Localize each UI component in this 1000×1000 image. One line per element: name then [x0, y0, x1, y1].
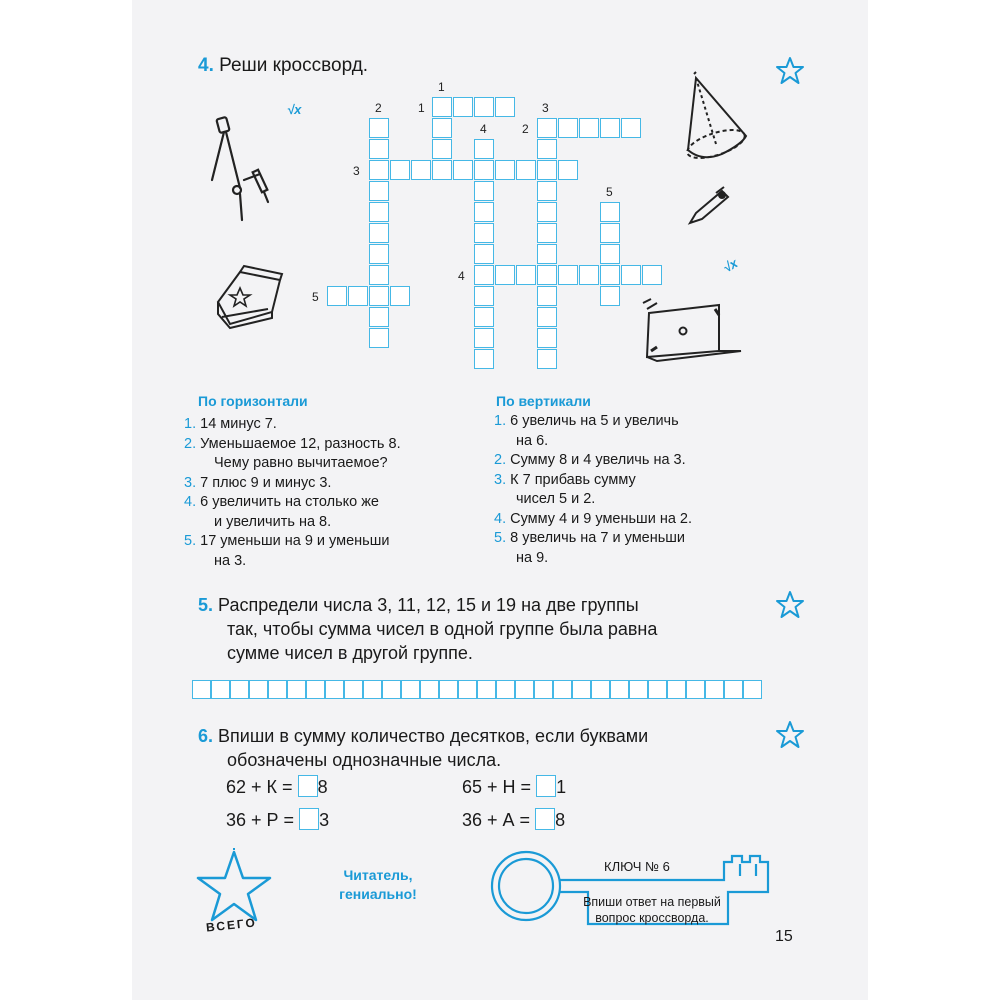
crossword-cell[interactable] [474, 328, 494, 348]
crossword-cell[interactable] [369, 328, 389, 348]
crossword-cell[interactable] [600, 244, 620, 264]
across-clue-3: 3. 7 плюс 9 и минус 3. [184, 474, 332, 491]
key-hint: Впиши ответ на первый вопрос кроссворда. [583, 895, 721, 925]
crossword-cell[interactable] [348, 286, 368, 306]
strip-cell[interactable] [382, 680, 401, 699]
crossword-cell[interactable] [621, 265, 641, 285]
crossword-cell[interactable] [474, 160, 494, 180]
strip-cell[interactable] [572, 680, 591, 699]
crossword-cell[interactable] [432, 139, 452, 159]
strip-cell[interactable] [458, 680, 477, 699]
across-clue-1: 1. 14 минус 7. [184, 416, 277, 432]
crossword-cell[interactable] [474, 97, 494, 117]
crossword-cell[interactable] [474, 349, 494, 369]
crossword-cell[interactable] [600, 265, 620, 285]
down-clue-3: 3. К 7 прибавь сумму [494, 471, 636, 488]
down-clue-2: 2. Сумму 8 и 4 увеличь на 3. [494, 452, 686, 468]
crossword-cell[interactable] [558, 265, 578, 285]
page-number: 15 [775, 928, 793, 945]
equation-2: 65 + Н = 1 [462, 777, 567, 797]
crossword-cell[interactable] [495, 265, 515, 285]
clue-number-down-2: 2 [375, 101, 382, 115]
clue-number-across-4: 4 [458, 269, 465, 283]
strip-cell[interactable] [686, 680, 705, 699]
crossword-cell[interactable] [327, 286, 347, 306]
across-clue-4-line-2: и увеличить на 8. [214, 513, 332, 530]
crossword-cell[interactable] [369, 118, 389, 138]
crossword-cell[interactable] [390, 286, 410, 306]
crossword-cell[interactable] [474, 202, 494, 222]
answer-box[interactable] [536, 775, 556, 797]
crossword-cell[interactable] [474, 139, 494, 159]
strip-cell[interactable] [515, 680, 534, 699]
clue-number-down-3: 3 [542, 101, 549, 115]
crossword-cell[interactable] [537, 181, 557, 201]
star-outline-icon [775, 590, 805, 620]
strip-cell[interactable] [420, 680, 439, 699]
across-clue-4: 4. 6 увеличить на столько же [184, 494, 379, 510]
down-clue-4: 4. Сумму 4 и 9 уменьши на 2. [494, 510, 693, 527]
answer-box[interactable] [298, 775, 318, 797]
crossword-cell[interactable] [474, 181, 494, 201]
task-4-number: 4. [198, 55, 214, 76]
answer-box[interactable] [299, 808, 319, 830]
crossword-cell[interactable] [411, 160, 431, 180]
math-root-icon: √x [287, 102, 302, 117]
across-clues-list [184, 415, 401, 571]
workbook-page [132, 0, 868, 1000]
crossword-cell[interactable] [600, 118, 620, 138]
strip-cell[interactable] [477, 680, 496, 699]
across-clue-2: 2. Уменьшаемое 12, разность 8. [184, 435, 401, 452]
down-clue-5-line-2: на 9. [516, 549, 549, 566]
crossword-cell[interactable] [537, 307, 557, 327]
crossword-cell[interactable] [537, 160, 557, 180]
clue-number-down-1: 1 [438, 80, 445, 94]
crossword-cell[interactable] [369, 181, 389, 201]
crossword-cell[interactable] [537, 202, 557, 222]
strip-cell[interactable] [287, 680, 306, 699]
answer-box[interactable] [535, 808, 555, 830]
crossword-cell[interactable] [369, 139, 389, 159]
crossword-cell[interactable] [600, 202, 620, 222]
strip-cell[interactable] [610, 680, 629, 699]
crossword-cell[interactable] [495, 160, 515, 180]
crossword-cell[interactable] [390, 160, 410, 180]
strip-cell[interactable] [591, 680, 610, 699]
strip-cell[interactable] [211, 680, 230, 699]
across-clue-2-line-2: Чему равно вычитаемое? [214, 455, 388, 471]
down-clue-3-line-2: чисел 5 и 2. [516, 491, 596, 507]
down-clue-1: 1. 6 увеличь на 5 и увеличь [494, 413, 679, 429]
crossword-cell[interactable] [537, 244, 557, 264]
crossword-grid [132, 0, 868, 380]
crossword-cell[interactable] [369, 160, 389, 180]
crossword-cell[interactable] [558, 118, 578, 138]
clue-number-across-3: 3 [353, 164, 360, 178]
crossword-cell[interactable] [537, 223, 557, 243]
task-4-title: Реши кроссворд. [219, 55, 369, 76]
strip-cell[interactable] [249, 680, 268, 699]
crossword-cell[interactable] [369, 307, 389, 327]
crossword-cell[interactable] [537, 139, 557, 159]
down-clues-header: По вертикали [496, 393, 591, 409]
crossword-cell[interactable] [432, 160, 452, 180]
crossword-cell[interactable] [516, 265, 536, 285]
strip-cell[interactable] [534, 680, 553, 699]
task-5-line-2: так, чтобы сумма чисел в одной группе была равна [227, 619, 658, 639]
crossword-cell[interactable] [453, 160, 473, 180]
crossword-cell[interactable] [579, 118, 599, 138]
clue-number-down-5: 5 [606, 185, 613, 199]
strip-cell[interactable] [439, 680, 458, 699]
crossword-cell[interactable] [432, 118, 452, 138]
crossword-cell[interactable] [537, 328, 557, 348]
key-title: КЛЮЧ № 6 [604, 859, 670, 874]
task-6-number: 6. [198, 726, 214, 746]
crossword-cell[interactable] [369, 286, 389, 306]
across-clue-5: 5. 17 уменьши на 9 и уменьши [184, 533, 390, 549]
clue-number-across-1: 1 [418, 101, 425, 115]
strip-cell[interactable] [496, 680, 515, 699]
crossword-cell[interactable] [432, 97, 452, 117]
total-label: ВСЕГО [205, 915, 258, 935]
strip-cell[interactable] [192, 680, 211, 699]
crossword-cell[interactable] [600, 223, 620, 243]
down-clue-5: 5. 8 увеличь на 7 и уменьши [494, 530, 686, 546]
clue-number-down-4: 4 [480, 122, 487, 136]
praise-text: Читатель, гениально! [339, 867, 417, 902]
strip-cell[interactable] [553, 680, 572, 699]
strip-cell[interactable] [743, 680, 762, 699]
strip-cell[interactable] [705, 680, 724, 699]
equation-1: 62 + К = 8 [226, 777, 328, 797]
crossword-cell[interactable] [642, 265, 662, 285]
strip-cell[interactable] [629, 680, 648, 699]
crossword-cell[interactable] [516, 160, 536, 180]
clue-number-across-5: 5 [312, 290, 319, 304]
strip-cell[interactable] [363, 680, 382, 699]
crossword-cell[interactable] [474, 223, 494, 243]
equation-3: 36 + Р = 3 [226, 810, 330, 830]
across-clues-header: По горизонтали [198, 393, 308, 409]
down-clue-1-line-2: на 6. [516, 432, 549, 449]
clue-number-across-2: 2 [522, 122, 529, 136]
crossword-cell[interactable] [600, 286, 620, 306]
strip-cell[interactable] [648, 680, 667, 699]
equation-4: 36 + А = 8 [462, 810, 566, 830]
strip-cell[interactable] [230, 680, 249, 699]
task-5-number: 5. [198, 595, 214, 615]
crossword-cell[interactable] [369, 223, 389, 243]
crossword-cell[interactable] [558, 160, 578, 180]
down-clues-list [494, 412, 692, 568]
crossword-cell[interactable] [621, 118, 641, 138]
strip-cell[interactable] [344, 680, 363, 699]
crossword-cell[interactable] [537, 265, 557, 285]
strip-cell[interactable] [667, 680, 686, 699]
crossword-cell[interactable] [474, 244, 494, 264]
task-6 [198, 724, 648, 772]
crossword-cell[interactable] [474, 286, 494, 306]
strip-cell[interactable] [268, 680, 287, 699]
crossword-cell[interactable] [453, 97, 473, 117]
crossword-cell[interactable] [369, 265, 389, 285]
strip-cell[interactable] [724, 680, 743, 699]
crossword-cell[interactable] [474, 265, 494, 285]
task-6-line-2: обозначены однозначные числа. [227, 750, 502, 770]
crossword-cell[interactable] [495, 97, 515, 117]
crossword-cell[interactable] [369, 202, 389, 222]
task-5 [198, 593, 657, 665]
total-star-icon [194, 848, 274, 928]
strip-cell[interactable] [325, 680, 344, 699]
crossword-cell[interactable] [579, 265, 599, 285]
crossword-cell[interactable] [537, 286, 557, 306]
star-outline-icon [775, 720, 805, 750]
crossword-cell[interactable] [369, 244, 389, 264]
strip-cell[interactable] [401, 680, 420, 699]
strip-cell[interactable] [306, 680, 325, 699]
task-5-line-1: Распредели числа 3, 11, 12, 15 и 19 на две группы [218, 595, 639, 615]
task-5-line-3: сумме чисел в другой группе. [227, 643, 473, 663]
across-clue-5-line-2: на 3. [214, 552, 247, 569]
task-6-line-1: Впиши в сумму количество десятков, если буквами [218, 726, 649, 746]
crossword-cell[interactable] [474, 307, 494, 327]
crossword-cell[interactable] [537, 118, 557, 138]
math-root-icon: √x [720, 255, 741, 276]
crossword-cell[interactable] [537, 349, 557, 369]
